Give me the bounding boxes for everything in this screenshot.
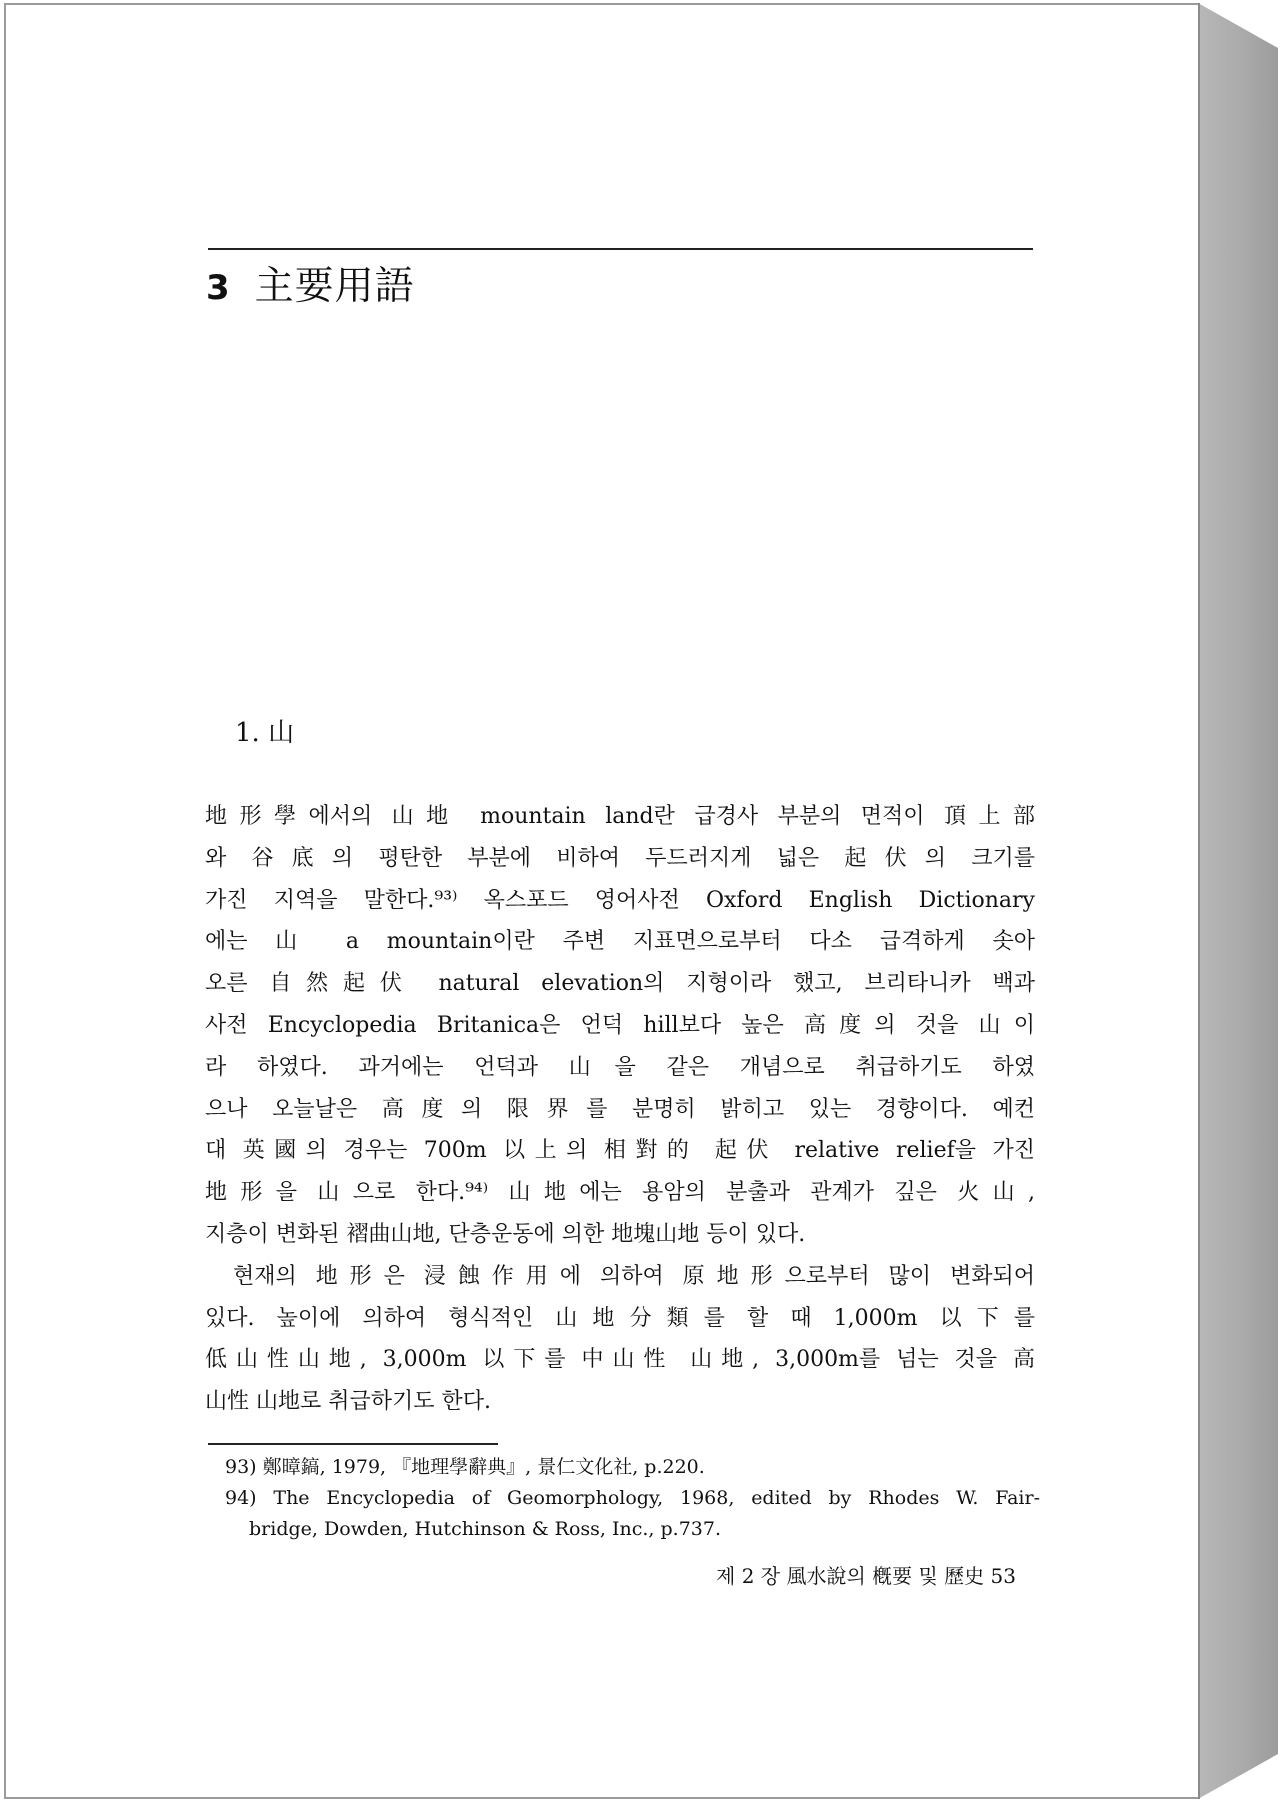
body-line-3: 가진 지역을 말한다.⁹³⁾ 옥스포드 영어사전 Oxford English Dictionary bbox=[205, 887, 1035, 913]
chapter-rule bbox=[208, 248, 1033, 250]
body-line-1: 地形學에서의 山地 mountain land란 급경사 부분의 면적이 頂上部 bbox=[205, 804, 1035, 829]
body-line-8: 으나 오늘날은 高度의 限界를 분명히 밝히고 있는 경향이다. 예컨 bbox=[205, 1096, 1035, 1122]
running-footer: 제 2 장 風水說의 槪要 및 歷史 53 bbox=[716, 1564, 1016, 1588]
footnote-94-line-1: 94) The Encyclopedia of Geomorphology, 1968, edited by Rhodes W. Fair- bbox=[225, 1487, 1040, 1509]
page-edge-line bbox=[1198, 3, 1200, 1799]
body-line-11: 지층이 변화된 褶曲山地, 단층운동에 의한 地塊山地 등이 있다. bbox=[205, 1221, 806, 1247]
footnote-93: 93) 鄭暲鎬, 1979, 『地理學辭典』, 景仁文化社, p.220. bbox=[225, 1456, 705, 1478]
body-line-14: 低山性山地, 3,000m 以下를 中山性 山地, 3,000m를 넘는 것을 高 bbox=[205, 1347, 1035, 1373]
body-line-13: 있다. 높이에 의하여 형식적인 山地分類를 할 때 1,000m 以下를 bbox=[205, 1305, 1035, 1331]
body-line-10: 地形을 山으로 한다.⁹⁴⁾ 山地에는 용암의 분출과 관계가 깊은 火山, bbox=[205, 1180, 1035, 1206]
body-line-4: 에는 山 a mountain이란 주변 지표면으로부터 다소 급격하게 솟아 bbox=[205, 929, 1035, 955]
chapter-title bbox=[206, 264, 415, 311]
body-line-9: 대 英國의 경우는 700m 以上의 相對的 起伏 relative relief을 가진 bbox=[205, 1138, 1035, 1164]
body-line-5: 오른 自然起伏 natural elevation의 지형이라 했고, 브리타니카 백과 bbox=[205, 971, 1035, 997]
body-line-15: 山性 山地로 취급하기도 한다. bbox=[205, 1389, 491, 1415]
body-line-12: 현재의 地形은 浸蝕作用에 의하여 原地形으로부터 많이 변화되어 bbox=[233, 1263, 1035, 1289]
body-paragraphs bbox=[205, 796, 1035, 1423]
body-line-2: 와 谷底의 평탄한 부분에 비하여 두드러지게 넓은 起伏의 크기를 bbox=[205, 845, 1035, 871]
footnote-rule bbox=[208, 1443, 498, 1445]
body-line-6: 사전 Encyclopedia Britanica은 언덕 hill보다 높은 高度의 것을 山이 bbox=[205, 1012, 1035, 1038]
chapter-number: 3 bbox=[206, 268, 231, 308]
page-edge-3d bbox=[1198, 3, 1278, 1799]
footnotes bbox=[225, 1452, 1040, 1545]
body-line-7: 라 하였다. 과거에는 언덕과 山을 같은 개념으로 취급하기도 하였 bbox=[205, 1054, 1035, 1080]
footnote-94-line-2: bridge, Dowden, Hutchinson & Ross, Inc., p.737. bbox=[249, 1518, 722, 1540]
section-heading: 1. 山 bbox=[235, 718, 295, 748]
chapter-title-text: 主要用語 bbox=[254, 264, 415, 309]
